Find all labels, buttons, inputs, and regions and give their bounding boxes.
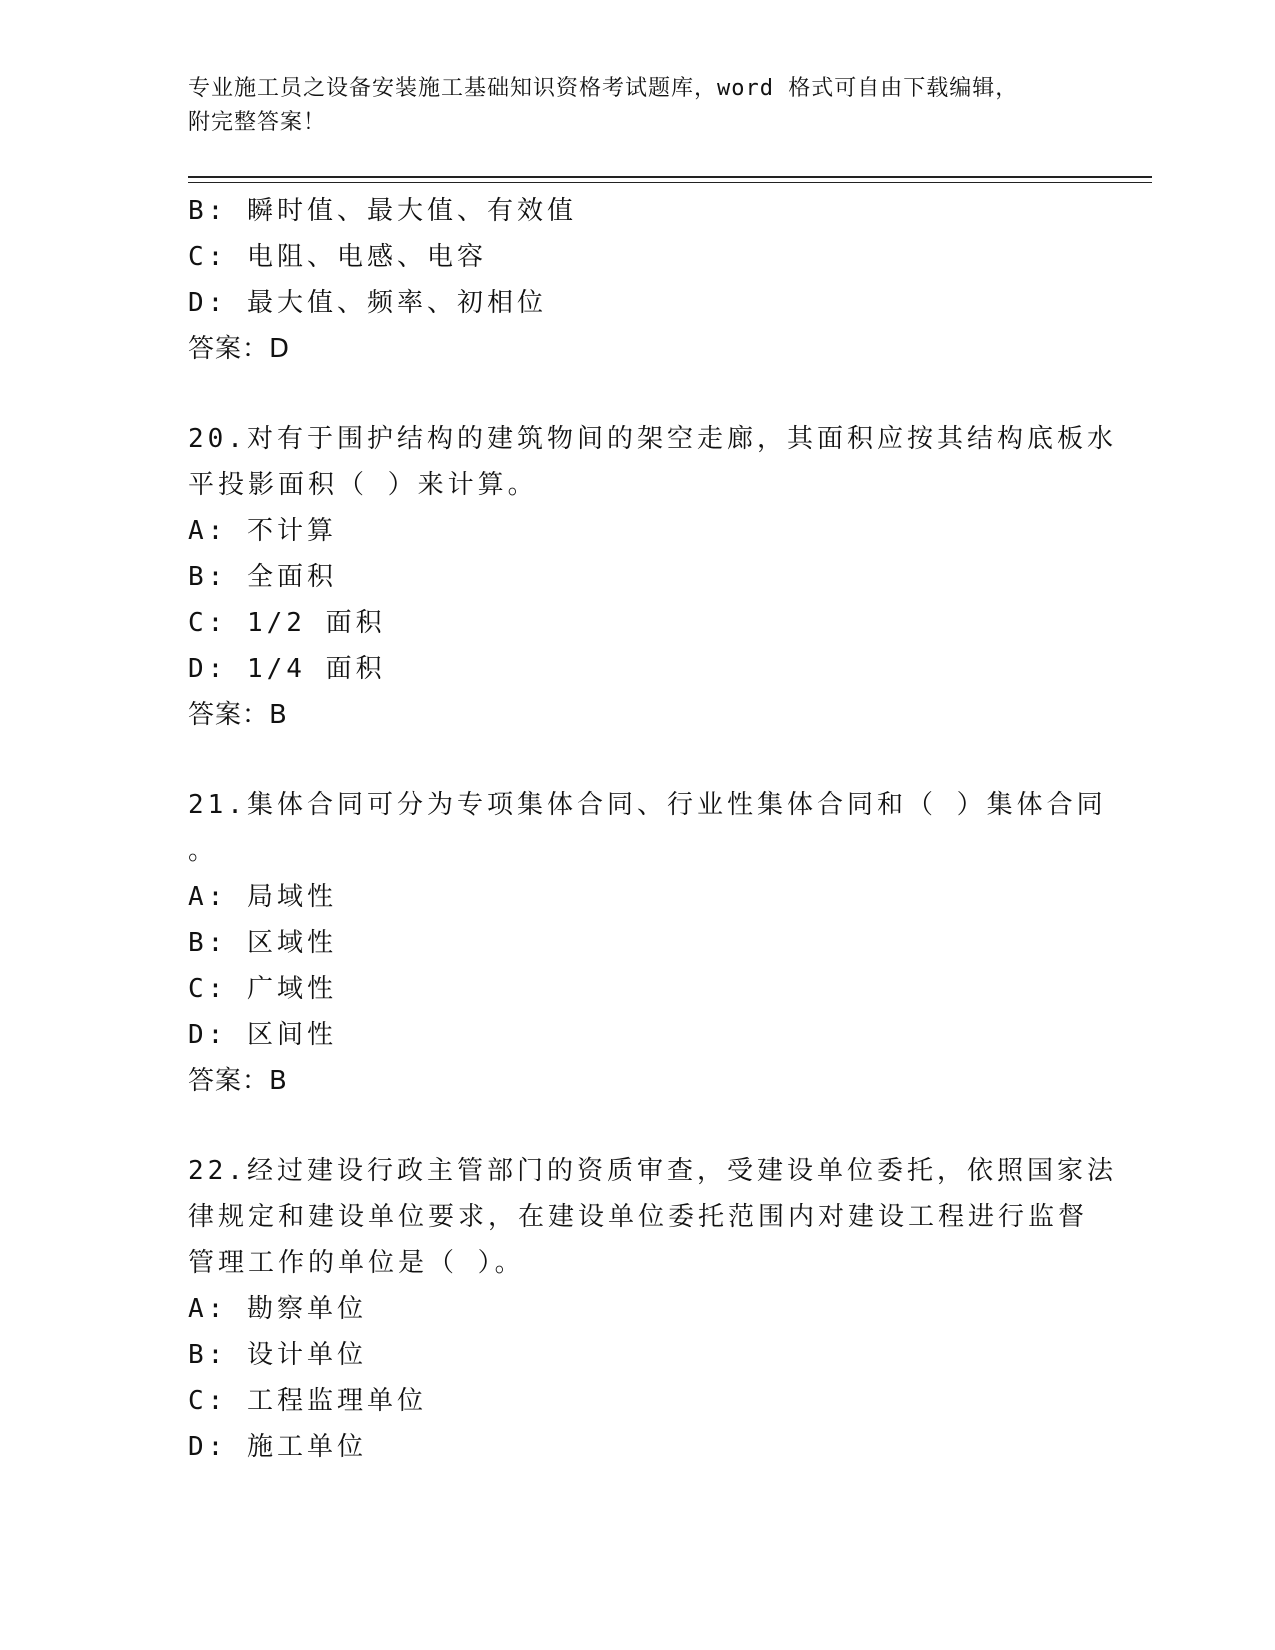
question-content	[188, 188, 1117, 1470]
question-22	[188, 1148, 1117, 1470]
option-a: A: 不计算	[188, 516, 337, 546]
header-divider-thick	[188, 176, 1152, 178]
question-stem-line: 平投影面积（ ）来计算。	[188, 470, 538, 500]
answer-line: 答案：B	[188, 1066, 288, 1096]
option-b: B: 瞬时值、最大值、有效值	[188, 196, 577, 226]
option-d: D: 1/4 面积	[188, 654, 386, 684]
option-b: B: 区域性	[188, 928, 337, 958]
answer-line: 答案：D	[188, 334, 291, 364]
question-stem-line: 管理工作的单位是（ ）。	[188, 1248, 525, 1278]
option-d: D: 施工单位	[188, 1432, 367, 1462]
previous-question-tail	[188, 188, 1088, 372]
question-stem-line: 21.集体合同可分为专项集体合同、行业性集体合同和（ ）集体合同	[188, 790, 1107, 820]
header-divider-thin	[188, 182, 1152, 183]
question-21	[188, 782, 1107, 1104]
option-d: D: 区间性	[188, 1020, 337, 1050]
option-a: A: 勘察单位	[188, 1294, 367, 1324]
option-c: C: 电阻、电感、电容	[188, 242, 487, 272]
question-stem-line: 律规定和建设单位要求，在建设单位委托范围内对建设工程进行监督	[188, 1202, 1089, 1232]
option-b: B: 全面积	[188, 562, 337, 592]
option-c: C: 1/2 面积	[188, 608, 386, 638]
header-line-1: 专业施工员之设备安装施工基础知识资格考试题库，word 格式可自由下载编辑，	[188, 76, 1019, 101]
question-20	[188, 416, 1117, 738]
answer-line: 答案：B	[188, 700, 288, 730]
question-stem-line: 22.经过建设行政主管部门的资质审查，受建设单位委托，依照国家法	[188, 1156, 1117, 1186]
question-stem-line: 。	[188, 836, 219, 866]
option-a: A: 局域性	[188, 882, 337, 912]
option-c: C: 广域性	[188, 974, 337, 1004]
option-c: C: 工程监理单位	[188, 1386, 427, 1416]
option-d: D: 最大值、频率、初相位	[188, 288, 547, 318]
page-header	[188, 72, 1088, 140]
question-stem-line: 20.对有于围护结构的建筑物间的架空走廊，其面积应按其结构底板水	[188, 424, 1117, 454]
header-line-2: 附完整答案！	[188, 110, 327, 135]
option-b: B: 设计单位	[188, 1340, 367, 1370]
